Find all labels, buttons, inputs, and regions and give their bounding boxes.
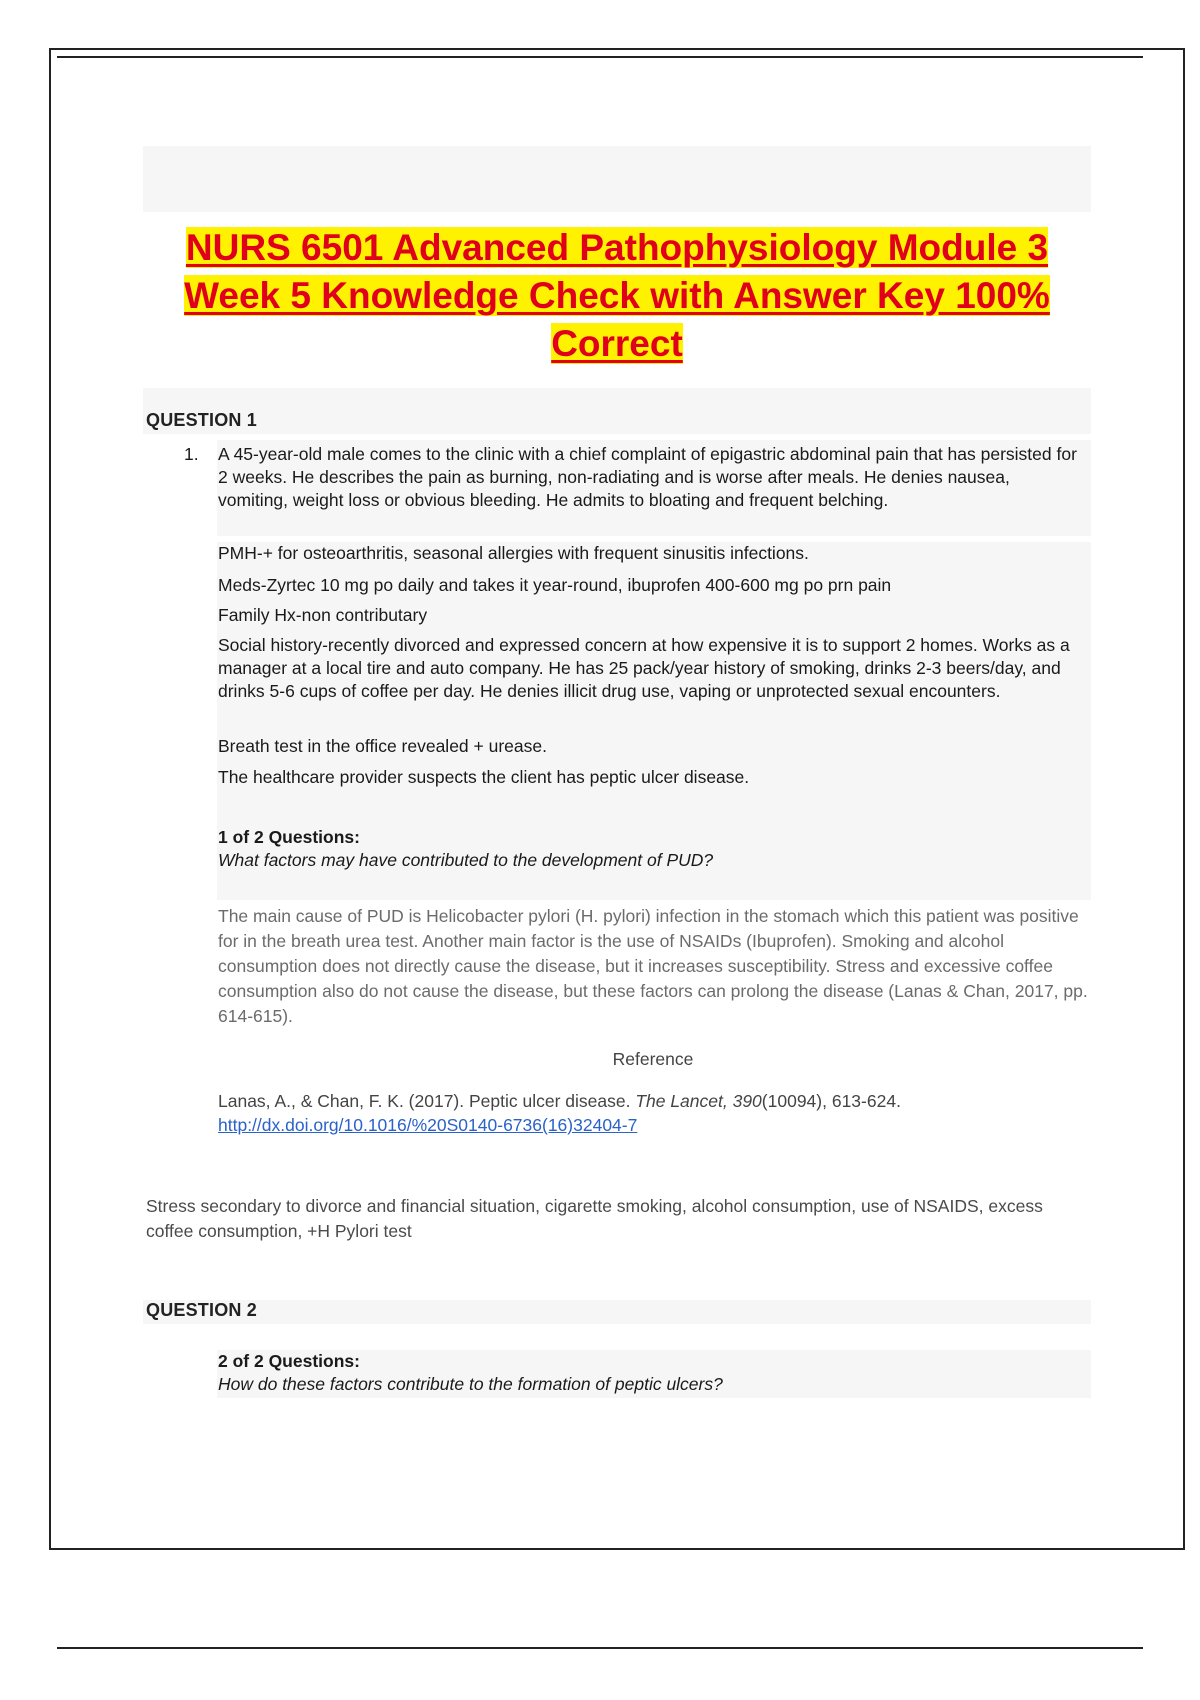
question2-heading: QUESTION 2 [146, 1300, 258, 1320]
question2-heading-shade [143, 1300, 1091, 1324]
bottom-rule [57, 1647, 1143, 1649]
meds-text: Meds-Zyrtec 10 mg po daily and takes it year-round, ibuprofen 400-600 mg po prn pain [218, 575, 892, 595]
breath-test-text: Breath test in the office revealed + urease. [218, 736, 547, 756]
summary-answer: Stress secondary to divorce and financial situation, cigarette smoking, alcohol consumption, use of NSAIDS, excess coffee consumption, +H Pylori test [146, 1196, 1043, 1241]
question1-answer: The main cause of PUD is Helicobacter pylori (H. pylori) infection in the stomach which this patient was positive for in the breath urea test. Another main factor is the use of NSAIDs (Ibuprofen). Smoking and alcohol consumption does not directly cause the disease, but it increases susceptibility. Stress and excessive coffee consumption also do not cause the disease, but these factors can prolong the disease (Lanas & Chan, 2017, pp. 614-615). [218, 906, 1088, 1026]
social-hx-text: Social history-recently divorced and expressed concern at how expensive it is to support 2 homes. Works as a manager at a local tire and auto company. He has 25 pack/year history of smoking, drinks 2-3 beers/day, and drinks 5-6 cups of coffee per day. He denies illicit drug use, vaping or unprotected sexual encounters. [218, 635, 1070, 701]
question1-heading: QUESTION 1 [146, 410, 258, 430]
header-shade [143, 146, 1091, 212]
reference-citation [218, 1089, 1088, 1137]
pmh-text: PMH-+ for osteoarthritis, seasonal allergies with frequent sinusitis infections. [218, 543, 809, 563]
question1-sub-text: What factors may have contributed to the development of PUD? [218, 850, 714, 870]
question2-sub-question [218, 1350, 1080, 1396]
citation-doi-link[interactable]: http://dx.doi.org/10.1016/%20S0140-6736(16)32404-7 [218, 1115, 638, 1135]
question1-number: 1. [184, 444, 199, 464]
document-title [143, 224, 1091, 368]
citation-rest: (10094), 613-624. [761, 1091, 901, 1111]
top-rule [57, 56, 1143, 58]
citation-journal: The Lancet, 390 [635, 1091, 762, 1111]
question2-sub-label: 2 of 2 Questions: [218, 1351, 360, 1371]
question2-sub-text: How do these factors contribute to the formation of peptic ulcers? [218, 1374, 723, 1394]
family-hx-text: Family Hx-non contributary [218, 605, 428, 625]
question1-heading-shade [143, 388, 1091, 434]
suspicion-text: The healthcare provider suspects the client has peptic ulcer disease. [218, 767, 750, 787]
question1-sub-label: 1 of 2 Questions: [218, 827, 360, 847]
citation-authors: Lanas, A., & Chan, F. K. (2017). Peptic ulcer disease. [218, 1091, 636, 1111]
case-intro: A 45-year-old male comes to the clinic with a chief complaint of epigastric abdominal pain that has persisted for 2 weeks. He describes the pain as burning, non-radiating and is worse after meals. He denies nausea, vomiting, weight loss or obvious bleeding. He admits to bloating and frequent belching. [218, 444, 1077, 510]
question1-sub-question [218, 826, 1080, 872]
title-line-2: Week 5 Knowledge Check with Answer Key 100% [184, 275, 1050, 316]
title-line-3: Correct [551, 323, 683, 364]
reference-heading: Reference [612, 1049, 694, 1069]
title-line-1: NURS 6501 Advanced Pathophysiology Module 3 [185, 227, 1049, 268]
